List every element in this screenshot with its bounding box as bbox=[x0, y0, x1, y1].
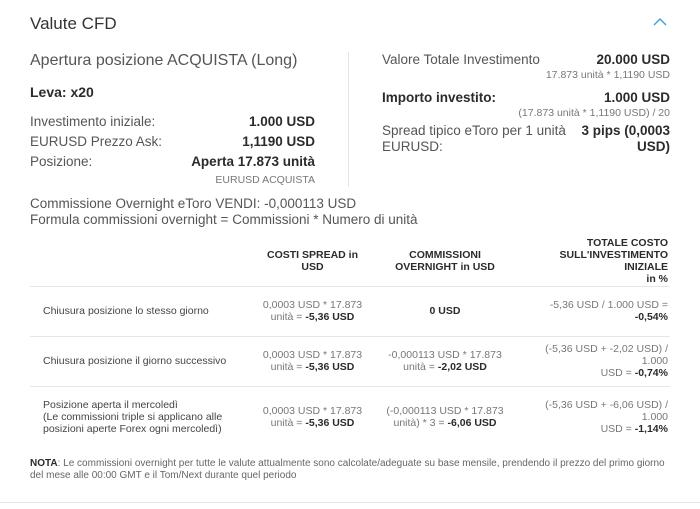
initial-investment-label: Investimento iniziale: bbox=[30, 114, 156, 129]
total-cost-prefix: USD = bbox=[600, 423, 635, 436]
table-row bbox=[30, 386, 670, 448]
ask-price-value: 1,1190 USD bbox=[242, 134, 315, 149]
spread-row bbox=[382, 123, 672, 157]
spread-cost-line-1: 0,0003 USD * 17.873 bbox=[262, 405, 363, 418]
overnight-commission-info bbox=[30, 196, 418, 228]
spread-cost-line-2 bbox=[254, 311, 371, 323]
invested-amount-label: Importo investito: bbox=[382, 90, 496, 105]
row-label-line-2: (Le commissioni triple si applicano alle bbox=[43, 411, 223, 424]
table-header-total bbox=[515, 236, 670, 286]
initial-investment-value: 1.000 USD bbox=[248, 114, 315, 129]
row-overnight-cost bbox=[375, 386, 515, 448]
footnote bbox=[30, 458, 670, 482]
overnight-cost-result: -6,06 USD bbox=[447, 417, 497, 430]
spread-cost-result: -5,36 USD bbox=[305, 361, 355, 373]
row-label-line-3: posizioni aperte Forex ogni mercoledì) bbox=[43, 423, 222, 436]
leverage-label: Leva: x20 bbox=[30, 84, 94, 100]
row-overnight-cost bbox=[375, 286, 515, 336]
header-total-line-1: TOTALE COSTO bbox=[586, 236, 668, 249]
row-label bbox=[30, 386, 250, 448]
total-cost-result: -1,14% bbox=[634, 423, 668, 436]
invested-amount-row bbox=[382, 90, 672, 105]
table-header-row bbox=[30, 236, 670, 286]
row-overnight-cost bbox=[375, 336, 515, 386]
overnight-cost-line-1: (-0,000113 USD * 17.873 bbox=[386, 405, 504, 418]
total-cost-line-1: (-5,36 USD + -2,02 USD) / 1.000 bbox=[545, 343, 668, 367]
header-overnight-line-2: OVERNIGHT in USD bbox=[395, 260, 495, 273]
spread-value bbox=[581, 123, 670, 154]
row-spread-cost bbox=[250, 336, 375, 386]
header-spread-line-2: USD bbox=[301, 260, 324, 273]
total-cost-line-1: (-5,36 USD + -6,06 USD) / 1.000 bbox=[545, 399, 668, 424]
position-title: Apertura posizione ACQUISTA (Long) bbox=[30, 52, 298, 69]
spread-cost-prefix: unità = bbox=[270, 417, 306, 430]
position-summary bbox=[30, 52, 320, 186]
invested-amount-value: 1.000 USD bbox=[603, 90, 670, 105]
spread-cost-result: -5,36 USD bbox=[305, 417, 355, 430]
row-total-cost bbox=[515, 336, 670, 386]
column-divider bbox=[348, 52, 349, 187]
investment-summary bbox=[382, 52, 672, 157]
overnight-cost-prefix: unità = bbox=[403, 361, 438, 373]
table-row bbox=[30, 286, 670, 336]
initial-investment-row bbox=[30, 114, 320, 134]
overnight-cost-line-1: -0,000113 USD * 17.873 bbox=[388, 349, 502, 361]
cost-table bbox=[30, 236, 670, 448]
row-spread-cost bbox=[250, 286, 375, 336]
row-total-cost bbox=[515, 286, 670, 336]
total-value-label: Valore Totale Investimento bbox=[382, 52, 540, 67]
overnight-cost-line-2 bbox=[379, 361, 511, 373]
ask-price-row bbox=[30, 134, 320, 154]
invested-amount-note: (17.873 unità * 1,1190 USD) / 20 bbox=[518, 107, 670, 119]
spread-cost-line-1: 0,0003 USD * 17.873 bbox=[262, 299, 363, 311]
spread-cost-prefix: unità = bbox=[270, 311, 306, 323]
overnight-cost-result: -2,02 USD bbox=[437, 361, 487, 373]
spread-label-line-2: EURUSD: bbox=[382, 139, 443, 154]
spread-label-line-1: Spread tipico eToro per 1 unità bbox=[382, 123, 566, 138]
ask-price-label: EURUSD Prezzo Ask: bbox=[30, 134, 163, 149]
footnote-text: : Le commissioni overnight per tutte le valute attualmente sono calcolate/adeguate su base mensile, prendendo il prezzo del primo giorno del mese alle 00:00 GMT e il Tom/Next durante quel periodo bbox=[30, 458, 665, 481]
position-row bbox=[30, 154, 320, 174]
footnote-label: NOTA bbox=[30, 458, 58, 469]
row-spread-cost bbox=[250, 386, 375, 448]
row-label: Chiusura posizione lo stesso giorno bbox=[30, 286, 250, 336]
table-header-overnight bbox=[375, 236, 515, 286]
spread-value-line-1: 3 pips (0,0003 bbox=[581, 123, 670, 138]
table-header-spread bbox=[250, 236, 375, 286]
table-row bbox=[30, 336, 670, 386]
spread-cost-line-1: 0,0003 USD * 17.873 bbox=[262, 349, 363, 361]
total-value-value: 20.000 USD bbox=[596, 52, 670, 67]
row-total-cost bbox=[515, 386, 670, 448]
header-overnight-line-1: COMMISSIONI bbox=[409, 248, 481, 261]
position-value: Aperta 17.873 unità bbox=[191, 154, 315, 169]
total-cost-result: -0,74% bbox=[634, 367, 668, 379]
position-note: EURUSD ACQUISTA bbox=[215, 174, 315, 186]
spread-value-line-2: USD) bbox=[637, 139, 670, 154]
total-cost-result: -0,54% bbox=[634, 311, 668, 323]
header-total-line-2: SULL'INVESTIMENTO INIZIALE bbox=[559, 248, 668, 273]
position-label: Posizione: bbox=[30, 154, 93, 169]
overnight-cost-result: 0 USD bbox=[429, 305, 461, 317]
spread-cost-line-2 bbox=[254, 417, 371, 429]
row-label: Chiusura posizione il giorno successivo bbox=[30, 336, 250, 386]
overnight-cost-prefix: unità) * 3 = bbox=[393, 417, 448, 430]
overnight-formula-line: Formula commissioni overnight = Commissioni * Numero di unità bbox=[30, 212, 418, 227]
table-header-empty bbox=[30, 236, 250, 286]
header-spread-line-1: COSTI SPREAD in bbox=[266, 248, 358, 261]
total-cost-formula: -5,36 USD / 1.000 USD = bbox=[549, 299, 668, 311]
spread-cost-prefix: unità = bbox=[270, 361, 306, 373]
overnight-commission-line: Commissione Overnight eToro VENDI: -0,000113 USD bbox=[30, 196, 357, 211]
chevron-up-icon[interactable] bbox=[652, 16, 668, 28]
header-total-line-3: in % bbox=[646, 272, 668, 285]
spread-cost-result: -5,36 USD bbox=[305, 311, 355, 323]
row-label-line-1: Posizione aperta il mercoledì bbox=[43, 399, 178, 412]
overnight-cost-line-2 bbox=[379, 417, 511, 429]
spread-cost-line-2 bbox=[254, 361, 371, 373]
total-value-row bbox=[382, 52, 672, 67]
total-cost-line-2 bbox=[519, 367, 668, 379]
total-cost-line-2 bbox=[519, 423, 668, 435]
section-title: Valute CFD bbox=[30, 14, 117, 33]
total-value-note: 17.873 unità * 1,1190 USD bbox=[545, 69, 670, 81]
total-cost-prefix: USD = bbox=[600, 367, 635, 379]
